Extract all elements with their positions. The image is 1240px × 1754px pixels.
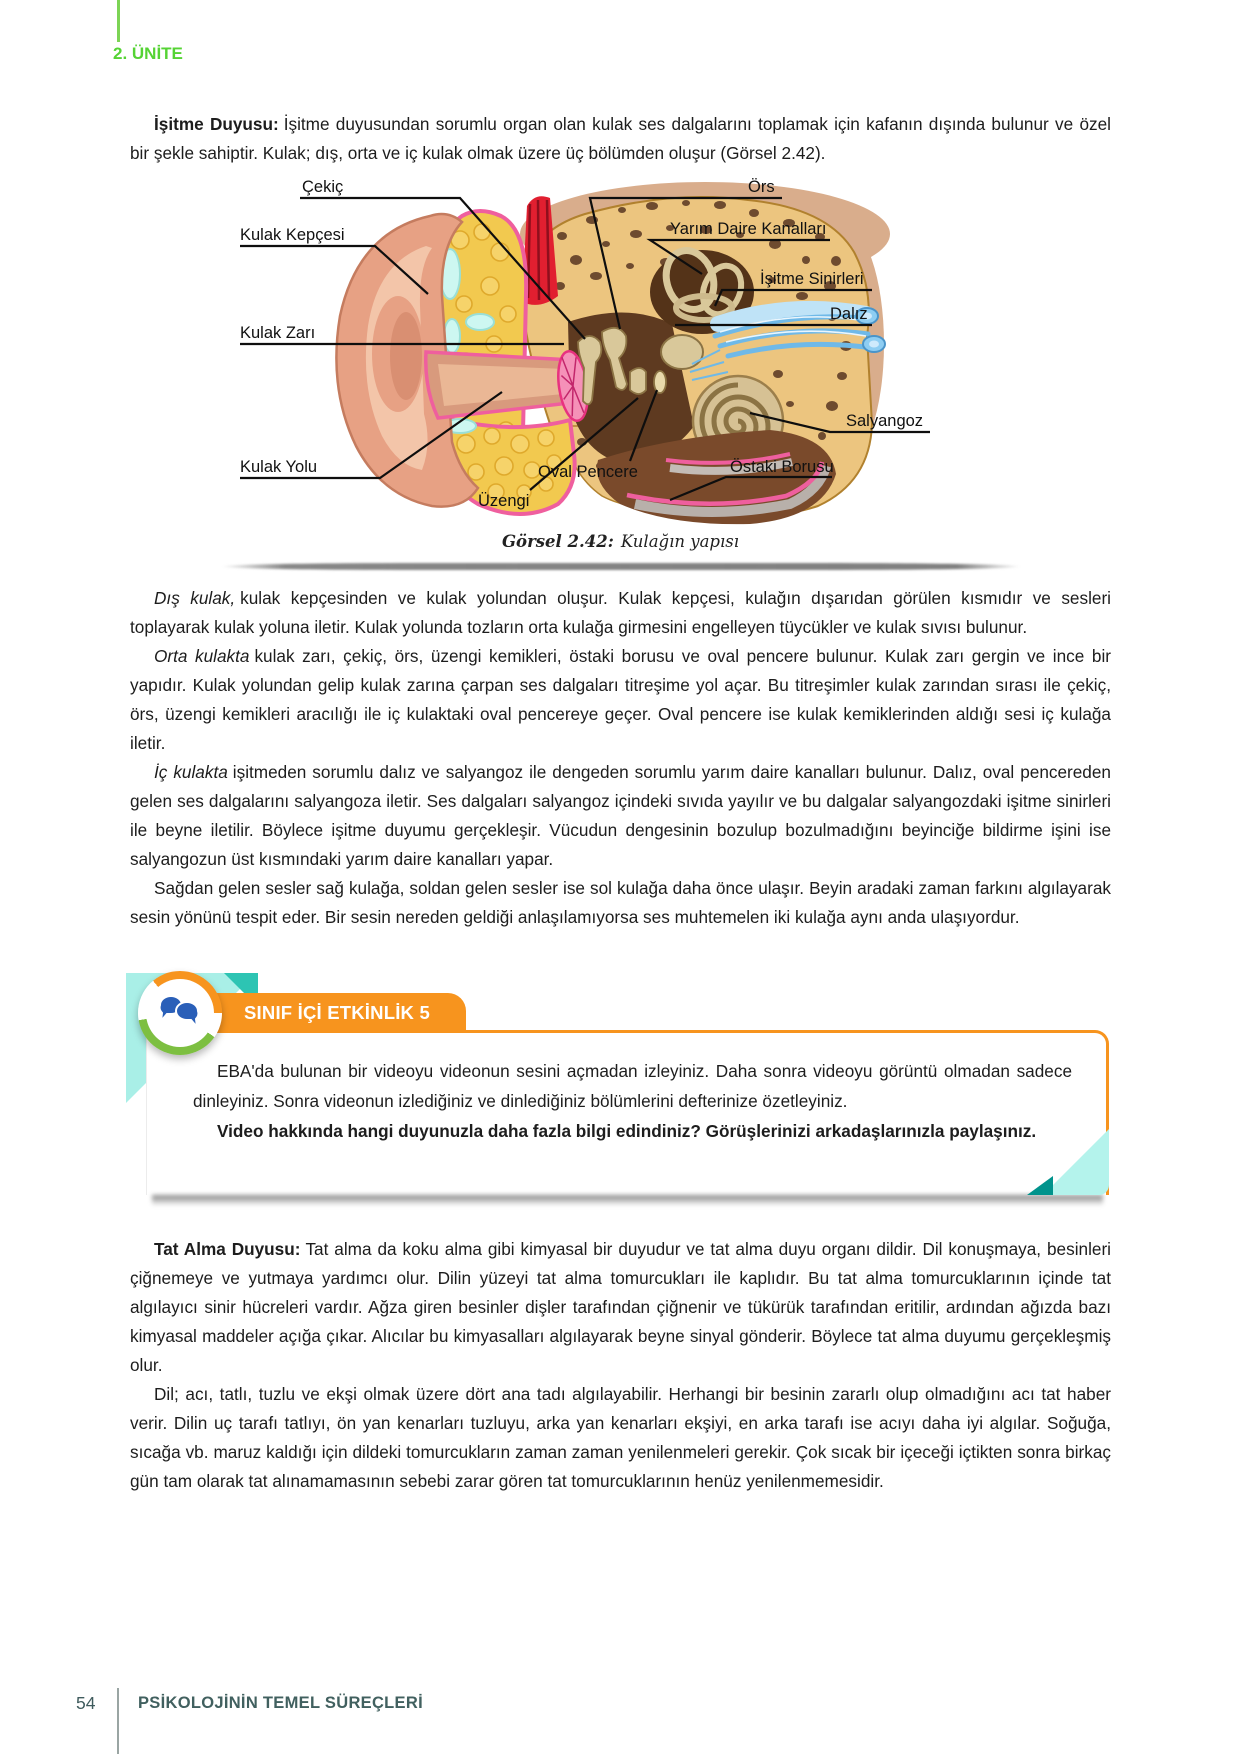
figure-label: İşitme Sinirleri: [760, 270, 864, 288]
paragraph-text: kulak kepçesinden ve kulak yolundan oluşur. Kulak kepçesi, kulağın dışarıdan görülen kısmıdır ve sesleri toplayarak kulak yoluna iletir. Kulak yolunda tozların orta kulağa girmesini engelleyen tüycükler ve kulak sıvısı bulunur.: [130, 588, 1111, 637]
figure-label: Östaki Borusu: [730, 458, 834, 476]
figure-label: Dalız: [830, 305, 868, 323]
unit-label: 2. ÜNİTE: [113, 44, 183, 63]
activity-bottom-shadow: [152, 1195, 1103, 1206]
paragraph-lead: Orta kulakta: [154, 646, 250, 666]
activity-content: [146, 1030, 1109, 1195]
figure-label: Yarım Daire Kanalları: [670, 220, 827, 238]
paragraph-text: işitmeden sorumlu dalız ve salyangoz ile dengeden sorumlu yarım daire kanalları bulunur. Dalız, oval pencereden gelen ses dalgalarını salyangoza iletir. Ses dalgaları salyangoz içindeki sıvıda yayılır ve bu dalgalar salyangozdaki işitme sinirleri ile beyne iletilir. Böylece işitme duyumu gerçekleşir. Vücudun dengesinin bozulup bozulmadığını beyinciğe bildirme işini ise salyangozun üst kısmındaki yarım daire kanalları yapar.: [130, 762, 1111, 869]
activity-body-text: EBA'da bulunan bir videoyu videonun sesini açmadan izleyiniz. Daha sonra videoyu görüntü olmadan sadece dinleyiniz. Sonra videonun izlediğiniz ve dinlediğiniz bölümlerini defterinize özetleyiniz.: [193, 1061, 1072, 1111]
paragraph-sound-direction: [130, 874, 1111, 932]
activity-question-text: Video hakkında hangi duyunuzla daha fazla bilgi edindiniz? Görüşlerinizi arkadaşlarınızla paylaşınız.: [217, 1121, 1037, 1141]
intro-paragraph: [130, 110, 1111, 168]
paragraph-ic-kulak: [130, 758, 1111, 874]
activity-title-tab: SINIF İÇİ ETKİNLİK 5: [204, 993, 466, 1031]
footer-page-number: 54: [76, 1693, 96, 1713]
figure-caption-label: Görsel 2.42:: [501, 532, 614, 551]
footer-book-title: PSİKOLOJİNİN TEMEL SÜREÇLERİ: [138, 1694, 423, 1712]
paragraph-text: Sağdan gelen sesler sağ kulağa, soldan gelen sesler ise sol kulağa daha önce ulaşır. Beyin aradaki zaman farkını algılayarak sesin yönünü tespit eder. Bir sesin nereden geldiği anlaşılamıyorsa ses muhtemelen iki kulağa aynı anda ulaşıyordur.: [130, 878, 1111, 927]
section-divider: [221, 563, 1021, 570]
figure-label: Üzengi: [478, 492, 530, 510]
intro-text: İşitme duyusundan sorumlu organ olan kulak ses dalgalarını toplamak için kafanın dışında bulunur ve özel bir şekle sahiptir. Kulak; dış, orta ve iç kulak olmak üzere üç bölümden oluşur (Görsel 2.42).: [130, 114, 1111, 163]
figure-caption: [130, 532, 1111, 551]
paragraph-text: kulak zarı, çekiç, örs, üzengi kemikleri, östaki borusu ve oval pencere bulunur. Kulak zarı gergin ve ince bir yapıdır. Kulak yolundan gelip kulak zarına çarpan ses dalgaları titreşime yol açar. Bu titreşimler kulak zarından sırası ile çekiç, örs, üzengi kemikleri aracılığı ile iç kulaktaki oval pencereye geçer. Oval pencere ise kulak kemiklerinden aldığı sesi iç kulağa iletir.: [130, 646, 1111, 753]
figure-caption-text: Kulağın yapısı: [620, 532, 740, 551]
classroom-activity-box: [130, 971, 1111, 1209]
footer-rule: [117, 1688, 119, 1754]
figure-label: Çekiç: [302, 178, 344, 196]
vestibule: [661, 335, 703, 369]
activity-badge: [138, 971, 222, 1055]
content-column: [130, 110, 1111, 1496]
figure-label: Kulak Zarı: [240, 324, 316, 342]
figure-label: Kulak Yolu: [240, 458, 318, 476]
figure-label: Oval Pencere: [538, 463, 638, 481]
ear-figure: [130, 174, 1111, 526]
intro-lead: İşitme Duyusu:: [154, 114, 279, 134]
paragraph-dis-kulak: [130, 584, 1111, 642]
paragraph-text: Dil; acı, tatlı, tuzlu ve ekşi olmak üzere dört ana tadı algılayabilir. Herhangi bir besinin zararlı olup olmadığını acı tat haber verir. Dilin uç tarafı tatlıyı, ön yan kenarları tuzluyu, arka yan kenarları ekşiyi, en arka tarafı ise acıyı daha iyi algılar. Soğuğa, sıcağa vb. maruz kaldığı için dildeki tomurcukların zaman zaman yenilenmeleri gerekir. Çok sıcak bir içeceği içtikten sonra birkaç gün tam olarak tat alınamamasının sebebi zarar gören tat tomurcuklarının henüz yenilenmemesidir.: [130, 1384, 1111, 1491]
top-green-rule: [117, 0, 120, 42]
paragraph-lead: Tat Alma Duyusu:: [154, 1239, 301, 1259]
chat-bubbles-icon: [156, 993, 204, 1031]
paragraph-text: Tat alma da koku alma gibi kimyasal bir duyudur ve tat alma duyu organı dildir. Dil konuşmaya, besinleri çiğnemeye ve yutmaya yardımcı olur. Dilin yüzeyi tat alma tomurcukları ile kaplıdır. Bu tat alma tomurcuklarının içinde tat algılayıcı sinir hücreleri vardır. Ağza giren besinler dişler tarafından çiğnenir ve tükürük tarafından eritilir, ardından ağızda bazı kimyasal maddeler açığa çıkar. Alıcılar bu kimyasalları algılayarak beyne sinyal gönderir. Böylece tat alma duyumu gerçekleşmiş olur.: [130, 1239, 1111, 1375]
figure-label: Örs: [748, 178, 775, 196]
paragraph-lead: Dış kulak,: [154, 588, 236, 608]
paragraph-tongue: [130, 1380, 1111, 1496]
paragraph-taste: [130, 1235, 1111, 1380]
paragraph-orta-kulak: [130, 642, 1111, 758]
figure-label: Kulak Kepçesi: [240, 226, 345, 244]
figure-label: Salyangoz: [846, 412, 924, 430]
paragraph-lead: İç kulakta: [154, 762, 228, 782]
ear-diagram: [130, 174, 1111, 526]
